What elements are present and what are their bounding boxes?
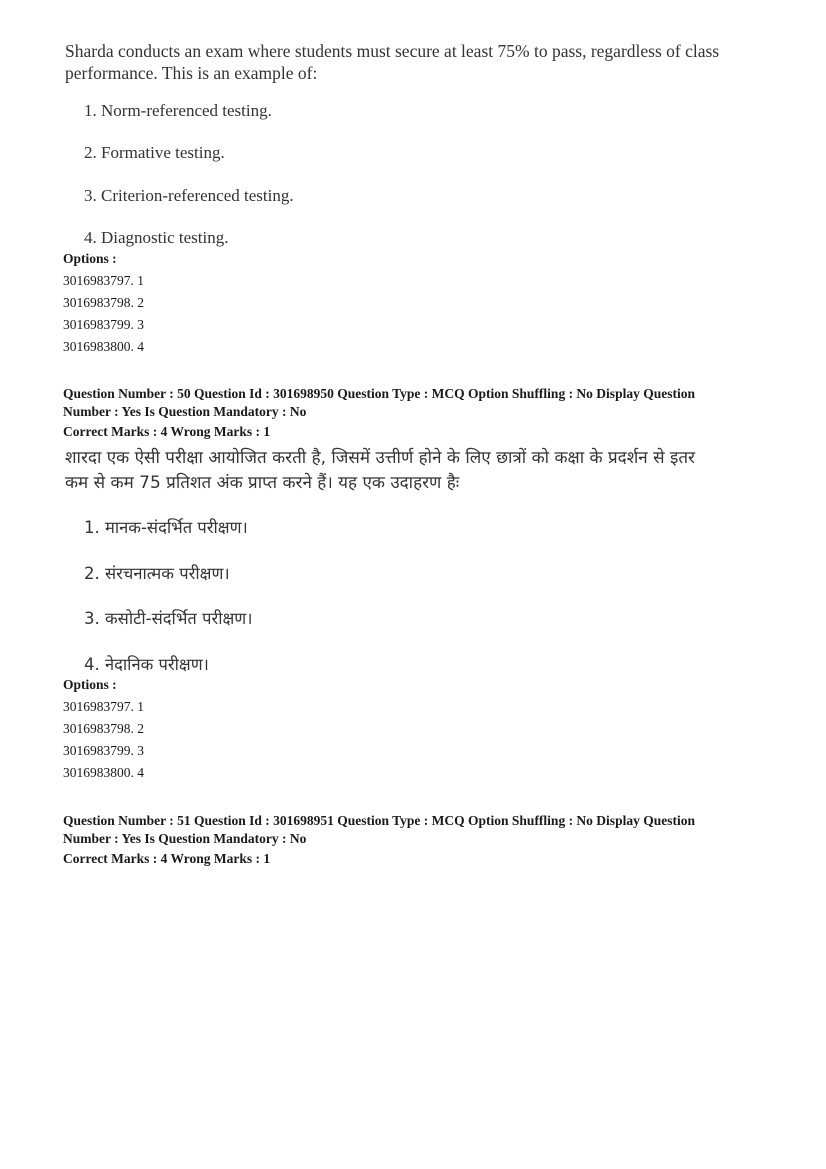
choice-4: 4. नेदानिक परीक्षण। bbox=[84, 655, 209, 674]
question-meta-line2: Number : Yes Is Question Mandatory : No bbox=[63, 404, 307, 419]
choice-1: 1. Norm-referenced testing. bbox=[84, 101, 272, 120]
choice-2: 2. संरचनात्मक परीक्षण। bbox=[84, 564, 230, 583]
question-meta bbox=[63, 812, 783, 868]
question-text-hindi bbox=[65, 446, 785, 496]
options-label: Options : bbox=[63, 251, 117, 266]
question-meta-line2: Number : Yes Is Question Mandatory : No bbox=[63, 831, 307, 846]
question-text-hindi-line2: कम से कम 75 प्रतिशत अंक प्राप्त करने हैं। यह एक उदाहरण हैः bbox=[65, 473, 460, 493]
options-label: Options : bbox=[63, 677, 117, 692]
question-text-hindi-line1: शारदा एक ऐसी परीक्षा आयोजित करती है, जिसमें उत्तीर्ण होने के लिए छात्रों को कक्षा के प्रदर्शन से इतर bbox=[65, 448, 695, 468]
option-id-4: 3016983800. 4 bbox=[63, 765, 144, 780]
option-id-2: 3016983798. 2 bbox=[63, 721, 144, 736]
question-meta bbox=[63, 385, 783, 441]
option-id-1: 3016983797. 1 bbox=[63, 699, 144, 714]
choice-3: 3. Criterion-referenced testing. bbox=[84, 186, 294, 205]
option-id-3: 3016983799. 3 bbox=[63, 317, 144, 332]
option-id-2: 3016983798. 2 bbox=[63, 295, 144, 310]
choice-4: 4. Diagnostic testing. bbox=[84, 228, 229, 247]
choice-1: 1. मानक-संदर्भित परीक्षण। bbox=[84, 518, 248, 537]
question-marks: Correct Marks : 4 Wrong Marks : 1 bbox=[63, 851, 271, 866]
option-id-3: 3016983799. 3 bbox=[63, 743, 144, 758]
question-meta-line1: Question Number : 51 Question Id : 301698951 Question Type : MCQ Option Shuffling : No Display Question bbox=[63, 813, 695, 828]
question-text-english: Sharda conducts an exam where students must secure at least 75% to pass, regardless of class performance. This is an example of: bbox=[65, 41, 720, 83]
question-meta-line1: Question Number : 50 Question Id : 301698950 Question Type : MCQ Option Shuffling : No Display Question bbox=[63, 386, 695, 401]
option-id-1: 3016983797. 1 bbox=[63, 273, 144, 288]
option-id-4: 3016983800. 4 bbox=[63, 339, 144, 354]
choice-2: 2. Formative testing. bbox=[84, 143, 225, 162]
choice-3: 3. कसोटी-संदर्भित परीक्षण। bbox=[84, 609, 253, 628]
question-marks: Correct Marks : 4 Wrong Marks : 1 bbox=[63, 424, 271, 439]
